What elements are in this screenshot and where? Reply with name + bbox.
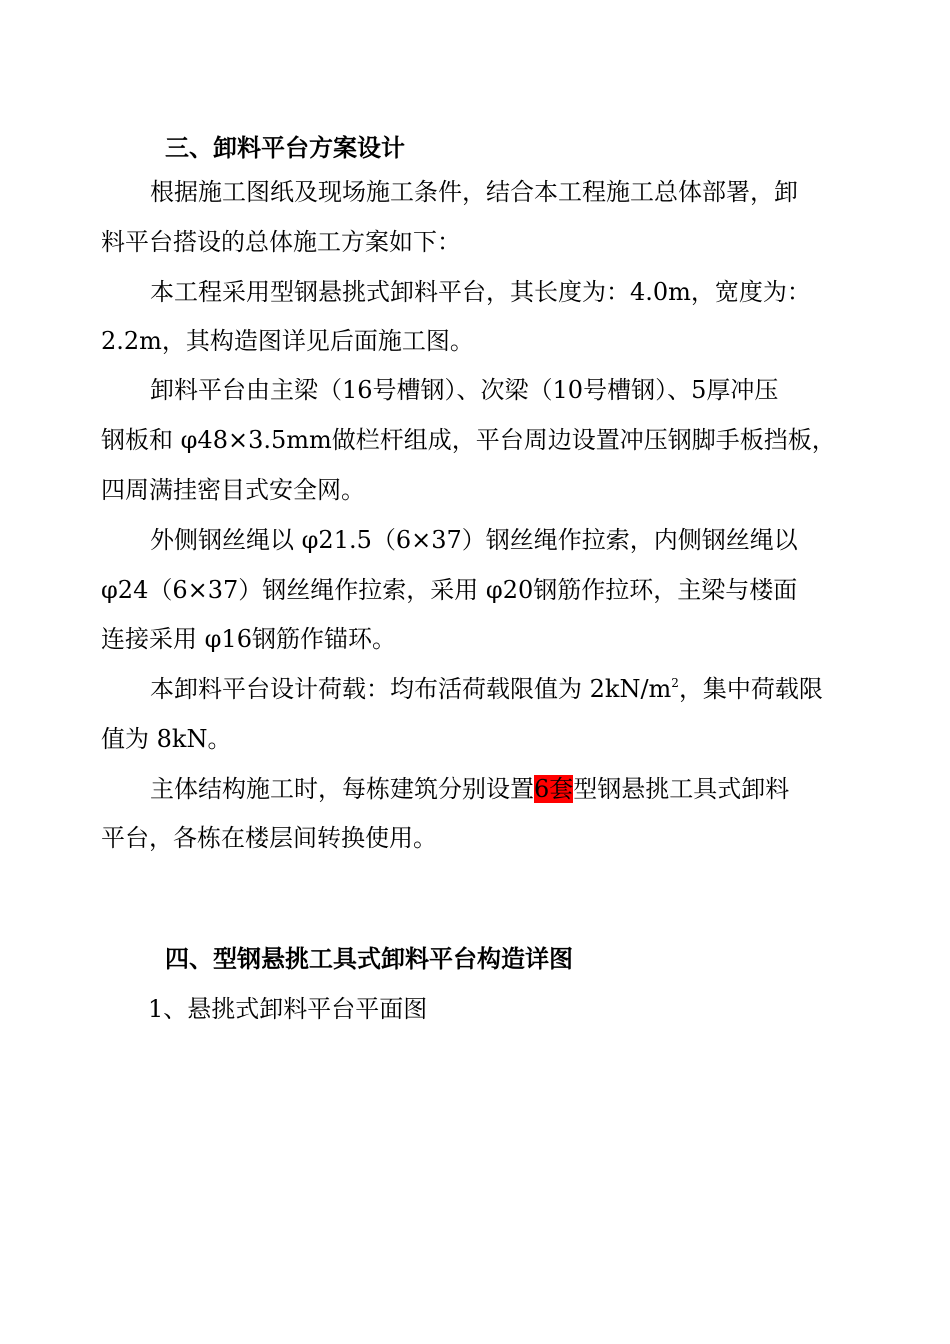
paragraph-3-line-3: 四周满挂密目式安全网。 <box>101 476 365 504</box>
paragraph-5-text-a: 本卸料平台设计荷载：均布活荷载限值为 2kN/m <box>150 675 672 703</box>
paragraph-5-text-b: ，集中荷载限 <box>678 675 823 703</box>
paragraph-4-line-1: 外侧钢丝绳以 φ21.5（6×37）钢丝绳作拉索，内侧钢丝绳以 <box>150 526 798 554</box>
paragraph-3-line-2: 钢板和 φ48×3.5mm做栏杆组成，平台周边设置冲压钢脚手板挡板， <box>101 426 836 454</box>
paragraph-1-line-1: 根据施工图纸及现场施工条件，结合本工程施工总体部署，卸 <box>150 178 798 206</box>
section-3-title: 三、卸料平台方案设计 <box>165 133 405 162</box>
paragraph-6-line-2: 平台，各栋在楼层间转换使用。 <box>101 824 437 852</box>
paragraph-6-text-a: 主体结构施工时，每栋建筑分别设置 <box>150 775 534 803</box>
paragraph-4-line-2: φ24（6×37）钢丝绳作拉索，采用 φ20钢筋作拉环，主梁与楼面 <box>101 576 798 604</box>
paragraph-3-line-1: 卸料平台由主梁（16号槽钢）、次梁（10号槽钢）、5厚冲压 <box>150 376 779 404</box>
superscript-squared: 2 <box>671 676 679 690</box>
paragraph-6-line-1 <box>150 774 789 804</box>
paragraph-2-line-1: 本工程采用型钢悬挑式卸料平台，其长度为：4.0m，宽度为： <box>150 278 811 306</box>
section-4-item-1: 1、悬挑式卸料平台平面图 <box>148 995 428 1023</box>
paragraph-1-line-2: 料平台搭设的总体施工方案如下： <box>101 228 461 256</box>
section-4-title: 四、型钢悬挑工具式卸料平台构造详图 <box>165 944 573 973</box>
paragraph-6-text-b: 型钢悬挑工具式卸料 <box>573 775 790 803</box>
paragraph-2-line-2: 2.2m，其构造图详见后面施工图。 <box>101 327 474 355</box>
highlighted-quantity: 6套 <box>534 775 574 803</box>
paragraph-4-line-3: 连接采用 φ16钢筋作锚环。 <box>101 625 396 653</box>
paragraph-5-line-1 <box>150 674 823 704</box>
paragraph-5-line-2: 值为 8kN。 <box>101 725 232 753</box>
